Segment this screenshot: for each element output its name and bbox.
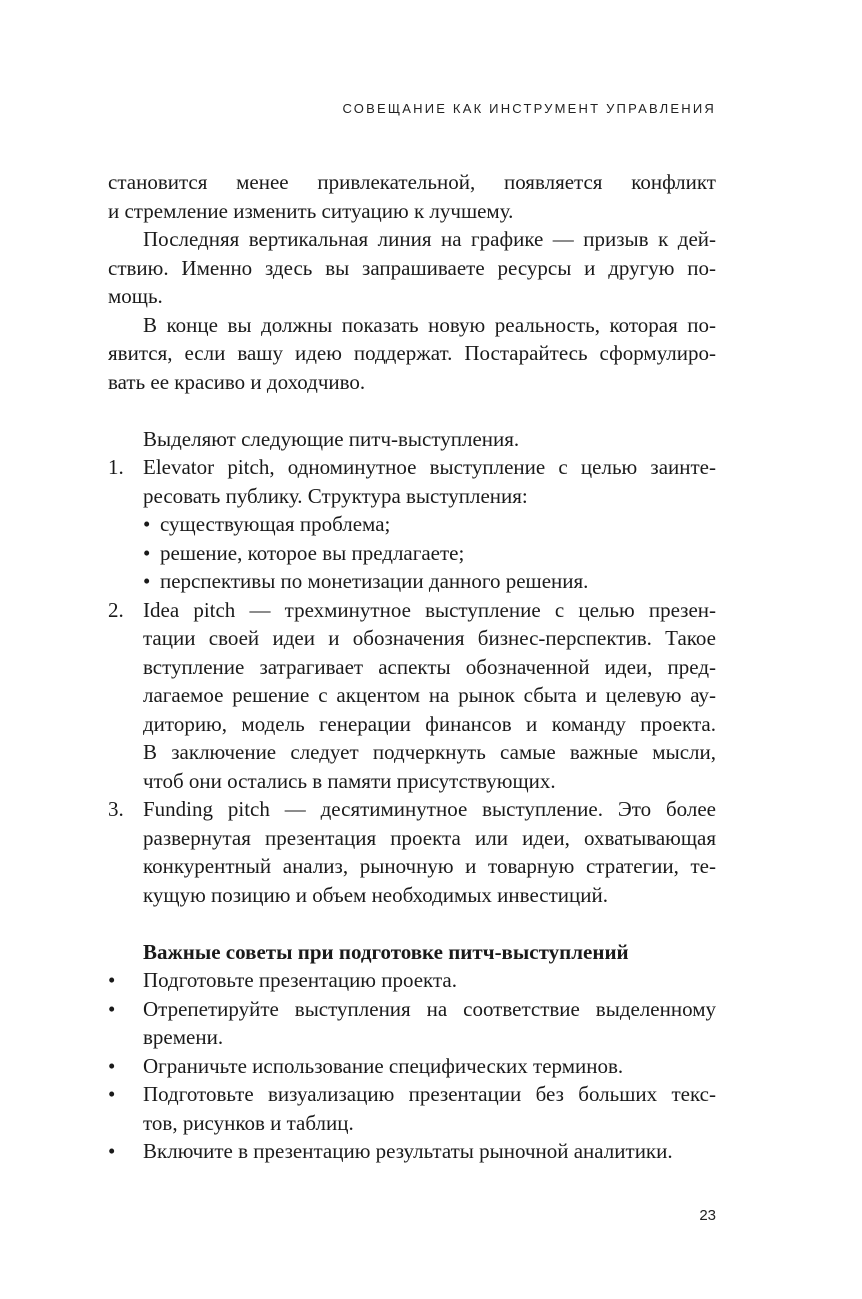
text-line: Idea pitch — трехминутное выступление с целью презен- (143, 597, 716, 622)
text-line: Подготовьте презентацию проекта. (143, 968, 457, 992)
bullet-icon: • (143, 569, 151, 593)
bullet-icon: • (108, 1082, 116, 1106)
pitch-intro: Выделяют следующие питч-выступления. (143, 426, 520, 451)
text-line: Elevator pitch, одноминутное выступление с целью заинте- (143, 455, 716, 479)
text-line: времени. (143, 1025, 224, 1049)
list-item (108, 596, 716, 796)
running-head: СОВЕЩАНИЕ КАК ИНСТРУМЕНТ УПРАВЛЕНИЯ (342, 101, 716, 116)
bullet-icon: • (143, 540, 151, 565)
text-line: диторию, модель генерации финансов и команду проекта. (143, 711, 716, 736)
text-line: становится менее привлекательной, появляется конфликт (108, 170, 716, 194)
text-line: ствию. Именно здесь вы запрашиваете ресурсы и другую по- (108, 255, 716, 280)
text-line: Ограничьте использование специфических терминов. (143, 1053, 624, 1078)
text-line: вступление затрагивает аспекты обозначенной идеи, пред- (143, 654, 716, 679)
list-number: 1. (108, 455, 124, 479)
sub-list-item (108, 510, 716, 539)
sub-list-item (108, 539, 716, 568)
text-line: вать ее красиво и доходчиво. (108, 369, 366, 394)
text-line: В конце вы должны показать новую реальность, которая по- (143, 312, 716, 337)
text-line: В заключение следует подчеркнуть самые важные мысли, (143, 740, 716, 764)
list-number: 2. (108, 597, 124, 622)
list-item (108, 1137, 716, 1166)
text-line: и стремление изменить ситуацию к лучшему. (108, 198, 514, 223)
text-line: Включите в презентацию результаты рыночной аналитики. (143, 1139, 673, 1163)
list-number: 3. (108, 797, 124, 821)
paragraph (108, 225, 716, 311)
bullet-icon: • (143, 512, 151, 536)
text-line: кущую позицию и объем необходимых инвестиций. (143, 882, 608, 907)
list-item (108, 1080, 716, 1137)
bullet-icon: • (108, 996, 116, 1021)
paragraph-continuation (108, 168, 716, 225)
bullet-icon: • (108, 968, 116, 992)
spacer (108, 396, 716, 425)
text-line: Подготовьте визуализацию презентации без больших текс- (143, 1082, 716, 1106)
text-line: развернутая презентация проекта или идеи, охватывающая (143, 825, 716, 850)
text-line: явится, если вашу идею поддержат. Постарайтесь сформулиро- (108, 341, 716, 365)
text-line: решение, которое вы предлагаете; (160, 540, 465, 565)
text-line: лагаемое решение с акцентом на рынок сбыта и целевую ау- (143, 683, 716, 707)
text-line: Отрепетируйте выступления на соответствие выделенному (143, 996, 716, 1021)
list-item (108, 995, 716, 1052)
list-item (108, 966, 716, 995)
text-line: Последняя вертикальная линия на графике — призыв к дей- (143, 227, 716, 251)
tips-heading: Важные советы при подготовке питч-выступлений (143, 939, 629, 964)
list-item (108, 1052, 716, 1081)
page-number: 23 (699, 1207, 716, 1224)
text-line: тации своей идеи и обозначения бизнес-перспектив. Такое (143, 626, 716, 650)
bullet-icon: • (108, 1139, 116, 1163)
text-line: мощь. (108, 284, 163, 308)
pitch-list (108, 453, 716, 909)
list-item (108, 795, 716, 909)
tips-list (108, 966, 716, 1166)
text-line: Funding pitch — десятиминутное выступление. Это более (143, 797, 716, 821)
bullet-icon: • (108, 1053, 116, 1078)
text-line: тов, рисунков и таблиц. (143, 1110, 354, 1135)
sub-list-item (108, 567, 716, 596)
spacer (108, 909, 716, 938)
list-item (108, 453, 716, 596)
text-line: существующая проблема; (160, 512, 391, 536)
page-body (108, 168, 716, 1166)
paragraph (108, 311, 716, 397)
text-line: конкурентный анализ, рыночную и товарную стратегии, те- (143, 854, 716, 878)
text-line: перспективы по монетизации данного решения. (160, 569, 589, 593)
text-line: ресовать публику. Структура выступления: (143, 483, 528, 508)
text-line: чтоб они остались в памяти присутствующих. (143, 768, 556, 793)
